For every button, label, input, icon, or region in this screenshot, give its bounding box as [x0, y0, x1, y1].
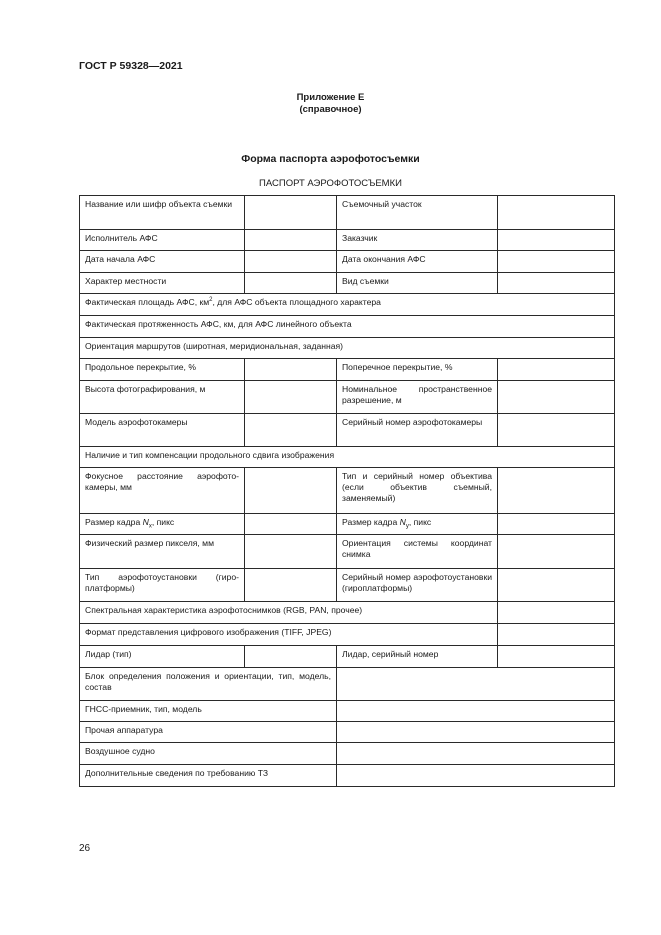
terrain-label: Характер местности [80, 273, 245, 294]
frame-size-y-label [337, 514, 498, 535]
frame-size-x-var: N [142, 517, 149, 527]
object-name-value[interactable] [245, 196, 337, 230]
table-row [80, 722, 615, 743]
table-row [80, 414, 615, 447]
frame-size-x-sub: x [148, 523, 152, 530]
lidar-serial-value[interactable] [498, 646, 615, 668]
form-title: Форма паспорта аэрофотосъемки [241, 153, 420, 165]
actual-length-label[interactable]: Фактическая протяженность АФС, км, для АФС линейного объекта [80, 316, 615, 338]
camera-serial-value[interactable] [498, 414, 615, 447]
aircraft-value[interactable] [337, 743, 615, 765]
spectral-label: Спектральная характеристика аэрофотоснимков (RGB, PAN, прочее) [80, 602, 498, 624]
spatial-resolution-value[interactable] [498, 381, 615, 414]
appendix-title: Приложение Е [296, 92, 365, 103]
spatial-resolution-label: Номинальное пространственное разрешение, м [337, 381, 498, 414]
flight-height-value[interactable] [245, 381, 337, 414]
spectral-value[interactable] [498, 602, 615, 624]
lens-serial-label: Тип и серийный номер объектива (если объектив съемный, заменяемый) [337, 468, 498, 514]
additional-info-label: Дополнительные сведения по требованию ТЗ [80, 765, 337, 787]
appendix-heading [0, 92, 661, 116]
camera-model-label: Модель аэрофотокамеры [80, 414, 245, 447]
pixel-size-label: Физический размер пикселя, мм [80, 535, 245, 569]
forward-overlap-label: Продольное перекрытие, % [80, 359, 245, 381]
frame-size-x-pre: Размер кадра [85, 517, 143, 527]
customer-value[interactable] [498, 230, 615, 251]
flight-height-label: Высота фотографирования, м [80, 381, 245, 414]
forward-overlap-value[interactable] [245, 359, 337, 381]
side-overlap-value[interactable] [498, 359, 615, 381]
end-date-label: Дата окончания АФС [337, 251, 498, 273]
table-row [80, 646, 615, 668]
image-coord-system-value[interactable] [498, 535, 615, 569]
table-row [80, 230, 615, 251]
additional-info-value[interactable] [337, 765, 615, 787]
actual-area-cell[interactable] [80, 294, 615, 316]
table-row [80, 602, 615, 624]
frame-size-x-value[interactable] [245, 514, 337, 535]
frame-size-y-sub: y [405, 523, 409, 530]
side-overlap-label: Поперечное перекрытие, % [337, 359, 498, 381]
passport-table [79, 195, 615, 787]
frame-size-y-pre: Размер кадра [342, 517, 400, 527]
focal-length-label: Фокусное расстояние аэрофотокамеры, мм [80, 468, 245, 514]
executor-value[interactable] [245, 230, 337, 251]
gnss-value[interactable] [337, 701, 615, 722]
frame-size-y-post: , пикс [408, 517, 432, 527]
table-row [80, 447, 615, 468]
image-format-value[interactable] [498, 624, 615, 646]
frame-size-x-post: , пикс [151, 517, 175, 527]
survey-area-label: Съемочный участок [337, 196, 498, 230]
start-date-value[interactable] [245, 251, 337, 273]
end-date-value[interactable] [498, 251, 615, 273]
table-row [80, 381, 615, 414]
table-row [80, 701, 615, 722]
actual-area-label-pre: Фактическая площадь АФС, км [85, 297, 210, 307]
table-row [80, 514, 615, 535]
survey-type-value[interactable] [498, 273, 615, 294]
executor-label: Исполнитель АФС [80, 230, 245, 251]
survey-type-label: Вид съемки [337, 273, 498, 294]
table-row [80, 196, 615, 230]
start-date-label: Дата начала АФС [80, 251, 245, 273]
table-row [80, 294, 615, 316]
lidar-type-value[interactable] [245, 646, 337, 668]
other-equipment-label: Прочая аппаратура [80, 722, 337, 743]
lens-serial-value[interactable] [498, 468, 615, 514]
table-row [80, 316, 615, 338]
table-row [80, 765, 615, 787]
other-equipment-value[interactable] [337, 722, 615, 743]
table-row [80, 535, 615, 569]
lidar-serial-label: Лидар, серийный номер [337, 646, 498, 668]
route-orientation-label[interactable]: Ориентация маршрутов (широтная, меридиональная, заданная) [80, 338, 615, 359]
table-row [80, 273, 615, 294]
pixel-size-value[interactable] [245, 535, 337, 569]
image-coord-system-label: Ориентация системы координат снимка [337, 535, 498, 569]
lidar-type-label: Лидар (тип) [80, 646, 245, 668]
frame-size-y-var: N [399, 517, 406, 527]
customer-label: Заказчик [337, 230, 498, 251]
appendix-note: (справочное) [299, 104, 362, 115]
actual-area-sup: 2 [209, 297, 213, 304]
table-row [80, 359, 615, 381]
table-row [80, 743, 615, 765]
actual-area-label-post: , для АФС объекта площадного характера [212, 297, 381, 307]
mount-serial-value[interactable] [498, 569, 615, 602]
survey-area-value[interactable] [498, 196, 615, 230]
terrain-value[interactable] [245, 273, 337, 294]
image-format-label: Формат представления цифрового изображения (TIFF, JPEG) [80, 624, 498, 646]
aircraft-label: Воздушное судно [80, 743, 337, 765]
gnss-label: ГНСС-приемник, тип, модель [80, 701, 337, 722]
mount-serial-label: Серийный номер аэрофотоустановки (гироплатформы) [337, 569, 498, 602]
page-number: 26 [79, 843, 91, 854]
object-name-label: Название или шифр объекта съемки [80, 196, 245, 230]
frame-size-y-value[interactable] [498, 514, 615, 535]
standard-header: ГОСТ Р 59328—2021 [79, 60, 183, 72]
table-row [80, 569, 615, 602]
frame-size-x-label [80, 514, 245, 535]
focal-length-value[interactable] [245, 468, 337, 514]
table-row [80, 468, 615, 514]
motion-compensation-label[interactable]: Наличие и тип компенсации продольного сдвига изображения [80, 447, 615, 468]
mount-type-value[interactable] [245, 569, 337, 602]
pos-unit-label: Блок определения положения и ориентации, тип, модель, состав [80, 668, 337, 701]
camera-serial-label: Серийный номер аэрофотокамеры [337, 414, 498, 447]
camera-model-value[interactable] [245, 414, 337, 447]
mount-type-label: Тип аэрофотоустановки (гироплатформы) [80, 569, 245, 602]
table-row [80, 624, 615, 646]
table-row [80, 338, 615, 359]
table-row [80, 668, 615, 701]
pos-unit-value[interactable] [337, 668, 615, 701]
table-row [80, 251, 615, 273]
table-title: ПАСПОРТ АЭРОФОТОСЪЕМКИ [259, 178, 402, 189]
